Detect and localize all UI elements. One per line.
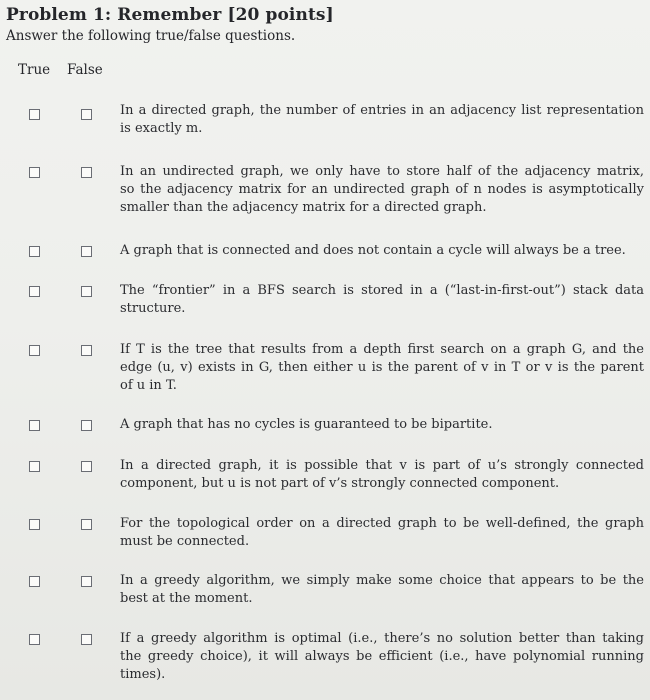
true-checkbox[interactable] <box>29 286 40 297</box>
false-checkbox[interactable] <box>81 109 92 120</box>
question-text <box>120 572 644 608</box>
question-text <box>120 242 644 260</box>
column-header-false: False <box>67 62 103 78</box>
false-checkbox[interactable] <box>81 420 92 431</box>
false-checkbox[interactable] <box>81 345 92 356</box>
question-text <box>120 163 644 217</box>
question-text <box>120 102 644 138</box>
true-checkbox[interactable] <box>29 167 40 178</box>
page-title: Problem 1: Remember [20 points] <box>6 5 334 25</box>
true-checkbox[interactable] <box>29 420 40 431</box>
question-line: A graph that is connected and does not contain a cycle will always be a tree. <box>120 243 626 258</box>
question-line: In a directed graph, it is possible that v is part of u’s strongly connected <box>120 458 644 473</box>
false-checkbox[interactable] <box>81 167 92 178</box>
question-text <box>120 341 644 395</box>
false-checkbox[interactable] <box>81 246 92 257</box>
question-line: In a directed graph, the number of entries in an adjacency list representation <box>120 103 644 118</box>
question-text <box>120 515 644 551</box>
question-line: In an undirected graph, we only have to store half of the adjacency matrix, <box>120 164 644 179</box>
true-checkbox[interactable] <box>29 109 40 120</box>
question-line: smaller than the adjacency matrix for a directed graph. <box>120 200 487 215</box>
question-line: of u in T. <box>120 378 177 393</box>
false-checkbox[interactable] <box>81 576 92 587</box>
question-line: The “frontier” in a BFS search is stored in a (“last-in-first-out”) stack data <box>120 283 644 298</box>
true-checkbox[interactable] <box>29 576 40 587</box>
true-checkbox[interactable] <box>29 519 40 530</box>
question-text <box>120 416 644 434</box>
true-checkbox[interactable] <box>29 246 40 257</box>
question-line: the greedy choice), it will always be efficient (i.e., have polynomial running <box>120 649 644 664</box>
question-line: A graph that has no cycles is guaranteed to be bipartite. <box>120 417 493 432</box>
question-line: times). <box>120 667 166 682</box>
question-line: For the topological order on a directed graph to be well-defined, the graph <box>120 516 644 531</box>
question-text <box>120 282 644 318</box>
question-line: so the adjacency matrix for an undirected graph of n nodes is asymptotically <box>120 182 644 197</box>
question-line: best at the moment. <box>120 591 253 606</box>
false-checkbox[interactable] <box>81 634 92 645</box>
true-checkbox[interactable] <box>29 634 40 645</box>
true-checkbox[interactable] <box>29 345 40 356</box>
question-line: If a greedy algorithm is optimal (i.e., there’s no solution better than taking <box>120 631 644 646</box>
false-checkbox[interactable] <box>81 461 92 472</box>
false-checkbox[interactable] <box>81 286 92 297</box>
question-text <box>120 457 644 493</box>
question-line: component, but u is not part of v’s strongly connected component. <box>120 476 560 491</box>
question-line: In a greedy algorithm, we simply make some choice that appears to be the <box>120 573 644 588</box>
question-text <box>120 630 644 684</box>
true-checkbox[interactable] <box>29 461 40 472</box>
false-checkbox[interactable] <box>81 519 92 530</box>
question-line: must be connected. <box>120 534 250 549</box>
question-line: structure. <box>120 301 186 316</box>
question-line: edge (u, v) exists in G, then either u is the parent of v in T or v is the parent <box>120 360 644 375</box>
column-header-true: True <box>18 62 51 78</box>
question-line: If T is the tree that results from a depth first search on a graph G, and the <box>120 342 644 357</box>
instructions: Answer the following true/false questions. <box>6 28 296 44</box>
question-line: is exactly m. <box>120 121 203 136</box>
